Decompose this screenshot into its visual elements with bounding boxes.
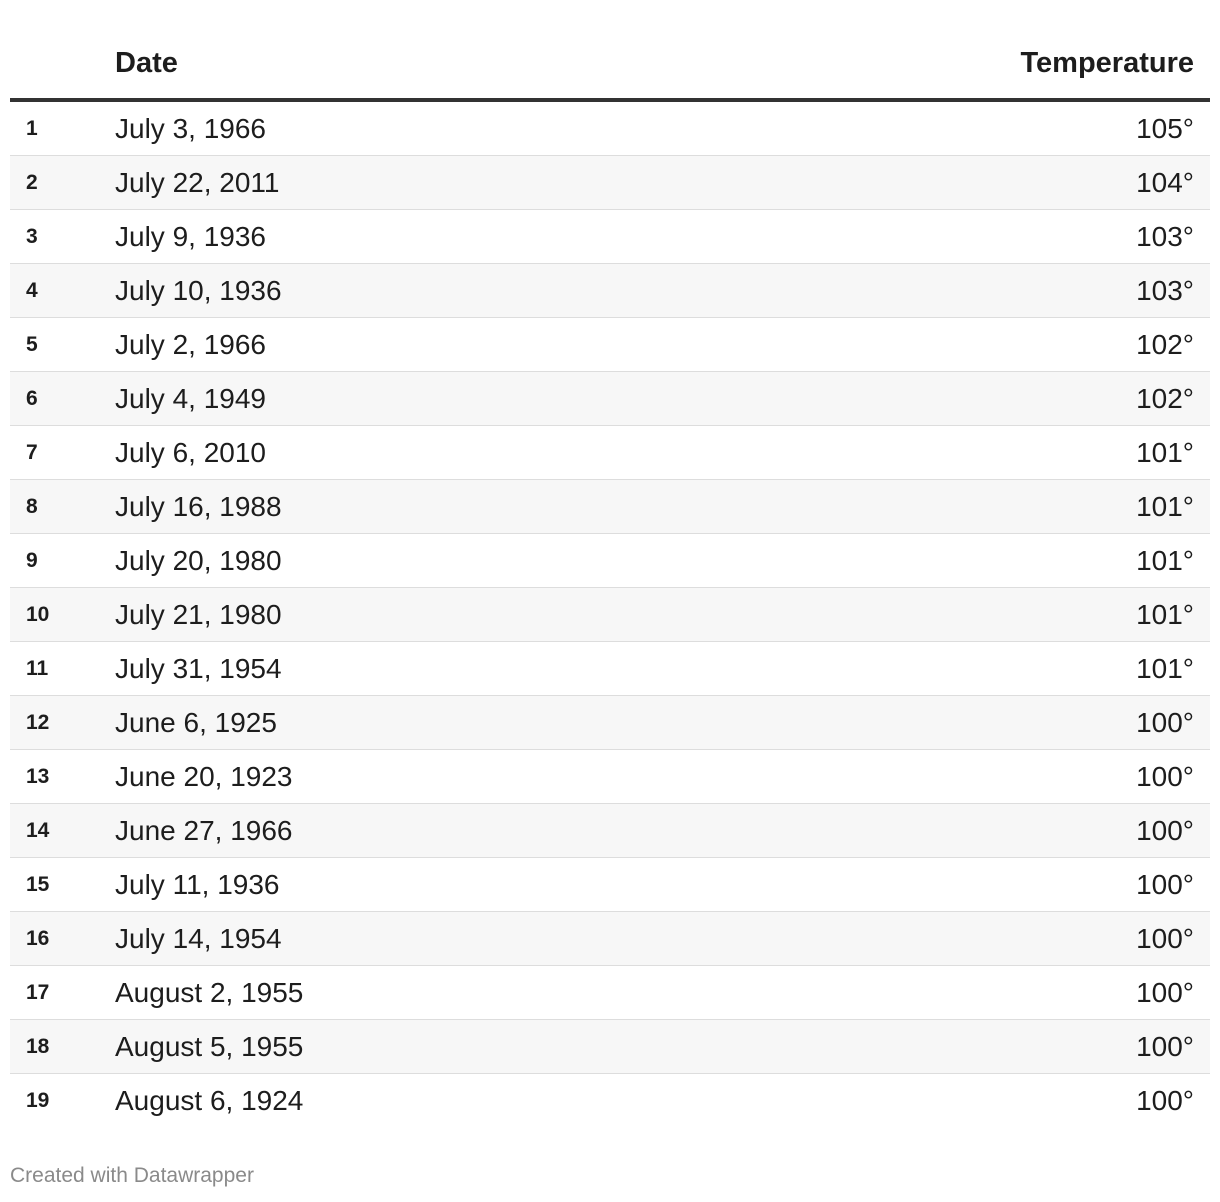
date-cell: August 5, 1955 bbox=[115, 1020, 910, 1074]
temperature-cell: 101° bbox=[910, 534, 1210, 588]
rank-cell: 12 bbox=[10, 696, 115, 750]
table-row bbox=[10, 264, 1210, 318]
rank-cell: 14 bbox=[10, 804, 115, 858]
date-cell: July 31, 1954 bbox=[115, 642, 910, 696]
date-cell: July 3, 1966 bbox=[115, 100, 910, 156]
rank-cell: 7 bbox=[10, 426, 115, 480]
temperature-cell: 100° bbox=[910, 966, 1210, 1020]
table-row bbox=[10, 804, 1210, 858]
table-row bbox=[10, 858, 1210, 912]
rank-cell: 2 bbox=[10, 156, 115, 210]
rank-cell: 15 bbox=[10, 858, 115, 912]
rank-cell: 4 bbox=[10, 264, 115, 318]
temperature-cell: 100° bbox=[910, 804, 1210, 858]
table-row bbox=[10, 156, 1210, 210]
temperature-cell: 100° bbox=[910, 858, 1210, 912]
table-row bbox=[10, 1074, 1210, 1128]
date-cell: June 20, 1923 bbox=[115, 750, 910, 804]
table-row bbox=[10, 642, 1210, 696]
rank-cell: 10 bbox=[10, 588, 115, 642]
temperature-cell: 100° bbox=[910, 1020, 1210, 1074]
temperature-cell: 100° bbox=[910, 696, 1210, 750]
rank-cell: 1 bbox=[10, 100, 115, 156]
rank-cell: 19 bbox=[26, 1088, 50, 1112]
header-date: Date bbox=[115, 28, 910, 100]
rank-cell: 3 bbox=[10, 210, 115, 264]
date-cell: July 4, 1949 bbox=[115, 372, 910, 426]
temperature-cell: 100° bbox=[910, 750, 1210, 804]
data-table bbox=[10, 28, 1210, 1127]
table-row bbox=[10, 372, 1210, 426]
table-row bbox=[10, 696, 1210, 750]
rank-cell: 16 bbox=[10, 912, 115, 966]
temperature-cell: 100° bbox=[1136, 1084, 1194, 1116]
table-row bbox=[10, 426, 1210, 480]
date-cell: July 9, 1936 bbox=[115, 210, 910, 264]
rank-cell: 5 bbox=[10, 318, 115, 372]
temperature-cell: 103° bbox=[910, 264, 1210, 318]
date-cell: July 10, 1936 bbox=[115, 264, 910, 318]
header-row bbox=[10, 28, 1210, 100]
datawrapper-credit: Created with Datawrapper bbox=[10, 1164, 254, 1187]
table-row bbox=[10, 750, 1210, 804]
date-cell: July 16, 1988 bbox=[115, 480, 910, 534]
temperature-cell: 101° bbox=[910, 588, 1210, 642]
temperature-cell: 101° bbox=[910, 426, 1210, 480]
temperature-cell: 103° bbox=[910, 210, 1210, 264]
rank-cell: 11 bbox=[10, 642, 115, 696]
date-cell: July 14, 1954 bbox=[115, 912, 910, 966]
temperature-cell: 100° bbox=[910, 912, 1210, 966]
date-cell: July 20, 1980 bbox=[115, 534, 910, 588]
table-row bbox=[10, 100, 1210, 156]
date-cell: June 6, 1925 bbox=[115, 696, 910, 750]
rank-cell: 13 bbox=[10, 750, 115, 804]
temperature-cell: 101° bbox=[910, 480, 1210, 534]
date-cell: July 2, 1966 bbox=[115, 318, 910, 372]
rank-cell: 18 bbox=[10, 1020, 115, 1074]
temperature-cell: 102° bbox=[910, 372, 1210, 426]
rank-cell: 8 bbox=[10, 480, 115, 534]
table-row bbox=[10, 588, 1210, 642]
table-body bbox=[10, 100, 1210, 1127]
rank-cell: 17 bbox=[10, 966, 115, 1020]
date-cell: July 11, 1936 bbox=[115, 858, 910, 912]
temperature-cell: 105° bbox=[910, 100, 1210, 156]
table-header bbox=[10, 28, 1210, 100]
temperature-cell: 104° bbox=[910, 156, 1210, 210]
table-row bbox=[10, 912, 1210, 966]
temperature-cell: 101° bbox=[910, 642, 1210, 696]
data-table-container bbox=[10, 28, 1210, 1127]
date-cell: August 2, 1955 bbox=[115, 966, 910, 1020]
date-cell: August 6, 1924 bbox=[115, 1084, 304, 1116]
header-temperature: Temperature bbox=[910, 28, 1210, 100]
rank-cell: 9 bbox=[10, 534, 115, 588]
table-row bbox=[10, 210, 1210, 264]
rank-cell: 6 bbox=[10, 372, 115, 426]
table-row bbox=[10, 1020, 1210, 1074]
table-row bbox=[10, 480, 1210, 534]
table-row bbox=[10, 534, 1210, 588]
header-rank bbox=[10, 28, 115, 100]
date-cell: July 6, 2010 bbox=[115, 426, 910, 480]
date-cell: July 21, 1980 bbox=[115, 588, 910, 642]
table-row bbox=[10, 966, 1210, 1020]
table-row bbox=[10, 318, 1210, 372]
temperature-cell: 102° bbox=[910, 318, 1210, 372]
date-cell: June 27, 1966 bbox=[115, 804, 910, 858]
date-cell: July 22, 2011 bbox=[115, 156, 910, 210]
